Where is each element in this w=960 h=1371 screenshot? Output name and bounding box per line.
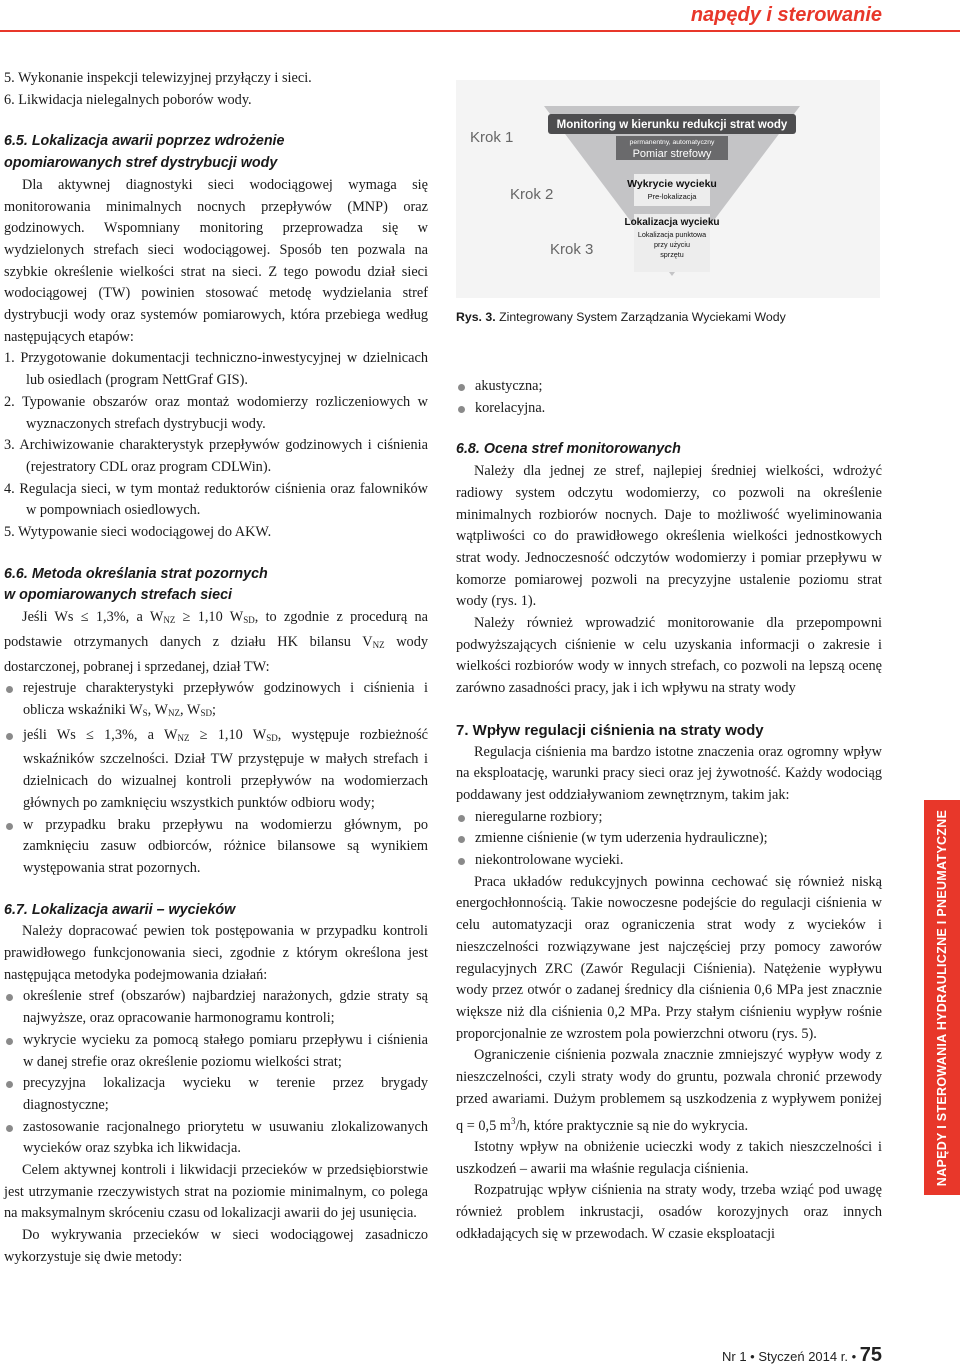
paragraph: Jeśli Ws ≤ 1,3%, a $W_{NZ} \ge 1,10$ $W_{SD}$, to zgodnie z procedurą na podstawie otrzymanych danych z działu HK bilansu $V_{NZ}$ wody dostarczonej, pobranej i sprzedanej, dział TW: [4, 609, 428, 675]
numbered-item: 5. Wytypowanie sieci wodociągowej do AKW. [4, 524, 272, 541]
bullet-item: akustyczna; [456, 376, 882, 398]
bullet-item: zastosowanie racjonalnego priorytetu w usuwaniu zlokalizowanych wycieków oraz szybka ich likwidacja. [4, 1117, 428, 1160]
bullet-item: wykrycie wycieku za pomocą stałego pomiaru przepływu i ciśnienia w danej strefie oraz określenie poziomu wielkości strat; [4, 1030, 428, 1073]
step-label: Krok 1 [470, 129, 514, 146]
paragraph: Praca układów redukcyjnych powinna cechować się również niską energochłonnością. Takie nowoczesne podejście do regulacji ciśnienia w celu automatyzacji oraz ograniczenia strat wody z wycieków i nieszczelności rozwiązywane jest najczęściej przy pomocy zaworów regulacyjnych ZRC (Zawór Regulacji Ciśnienia). Natężenie wypływu wody przez otwór o zadanej średnicy dla ciśnienia 0,6 MPa jest znacznie większe niż dla ciśnienia 0,2 MPa. Przy stałym ciśnieniu wypływ rośnie proporcjonalnie ze wzrostem pola powierzchni otworu (rys. 5). [456, 873, 882, 1042]
section-heading: opomiarowanych stref dystrybucji wody [4, 155, 278, 172]
section-heading: 6.7. Lokalizacja awarii – wycieków [4, 901, 236, 918]
section-heading: 6.6. Metoda określania strat pozornych [4, 565, 268, 582]
list-item: 6. Likwidacja nielegalnych poborów wody. [4, 91, 252, 108]
paragraph: Celem aktywnej kontroli i likwidacji przecieków w przedsiębiorstwie jest utrzymanie rzeczywistych strat na poziomie minimalnym, co polega na maksymalnym skróceniu czasu od lokalizacji awarii do jej usunięcia. [4, 1162, 428, 1222]
left-column [4, 68, 428, 1269]
issue-info: Nr 1 • Styczeń 2014 r. • [722, 1349, 857, 1364]
step-label: Krok 3 [550, 241, 594, 258]
page-footer [722, 1344, 882, 1367]
level-3-text: Lokalizacja wycieku [624, 217, 720, 228]
section-sidebar-tab [924, 800, 960, 1195]
paragraph: Należy również wprowadzić monitorowanie dla przepompowni podwyższających ciśnienie w celu uzyskania informacji o zakresie i wielkości rozbiorów wody w innych strefach, co pozwoli na lepszą ocenę zarówno zasadności pracy, jak i ich wpływu na straty wody [456, 615, 882, 697]
paragraph: Rozpatrując wpływ ciśnienia na straty wody, trzeba wziąć pod uwagę również problem inkrustacji, osadów korozyjnych oraz innych odkładających się w przewodach. W czasie eksploatacji [456, 1182, 882, 1242]
numbered-item: 4. Regulacja sieci, w tym montaż reduktorów ciśnienia oraz falowników w pompowniach osiedlowych. [4, 480, 428, 519]
section-heading: 6.5. Lokalizacja awarii poprzez wdrożenie [4, 133, 285, 150]
bullet-item: nieregularne rozbiory; [456, 807, 882, 829]
sidebar-label: NAPĘDY I STEROWANIA HYDRAULICZNE I PNEUMATYCZNE [935, 809, 949, 1186]
level-1-subtext: permanentny, automatyczny [629, 139, 715, 146]
numbered-item: 3. Archiwizowanie charakterystyk przepływów godzinowych i ciśnienia (rejestratory CDL oraz program CDLWin). [4, 437, 428, 475]
level-3-subtext: Lokalizacja punktowa [637, 230, 707, 239]
level-1-text: Pomiar strefowy [632, 148, 712, 160]
numbered-item: 2. Typowanie obszarów oraz montaż wodomierzy rozliczeniowych w wyznaczonych strefach dystrybucji wody. [4, 393, 428, 432]
list-item: 5. Wykonanie inspekcji telewizyjnej przyłączy i sieci. [4, 70, 312, 86]
level-3-subtext: sprzętu [660, 250, 684, 259]
section-heading: 6.8. Ocena stref monitorowanych [456, 441, 681, 458]
header-rule [0, 30, 960, 32]
level-3-subtext: przy użyciu [654, 240, 690, 249]
bullet-item: w przypadku braku przepływu na wodomierzu głównym, po zamknięciu zasuw odbiorców, różnice bilansowe są wynikiem występowania strat pozornych. [4, 815, 428, 880]
leak-management-figure [456, 80, 880, 298]
bullet-item: jeśli Ws ≤ 1,3%, a $W_{NZ} \ge 1,10$ $W_{SD}$, występuje rozbieżność wskaźników szczelności. Dział TW przystępuje w małych strefach i dzielnicach do wizualnej kontroli przepływów na wodomierzach głównych po zamknięciu wszystkich punktów odbioru wody; [4, 725, 428, 815]
figure-caption: Rys. 3. Zintegrowany System Zarządzania Wyciekami Wody [456, 310, 786, 324]
bullet-item: rejestruje charakterystyki przepływów godzinowych i ciśnienia i oblicza wskaźniki $W_S$, $W_{NZ}$, $W_{SD}$; [4, 678, 428, 724]
paragraph: Należy dla jednej ze stref, najlepiej średniej wielkości, wdrożyć radiowy system odczytu wodomierzy, co pozwoli na określenie minimalnych rozbiorów nocnych. Daje to możliwość wyeliminowania wątpliwości co do prawidłowego określenia wielkości jednostkowych strat wody. Jednoczesność odczytów wodomierzy i pomiar przepływu w komorze pomiarowej pozwoli na precyzyjne ustalenie poziomu strat wody (rys. 1). [456, 463, 882, 610]
level-2-text: Wykrycie wycieku [627, 178, 717, 190]
numbered-item: 1. Przygotowanie dokumentacji techniczno-inwestycyjnej w dzielnicach lub osiedlach (program NettGraf GIS). [4, 350, 428, 389]
section-heading: 7. Wpływ regulacji ciśnienia na straty wody [456, 721, 764, 739]
paragraph: Regulacja ciśnienia ma bardzo istotne znaczenia oraz ogromny wpływ na eksploatację, warunki pracy sieci oraz jej żywotność. Każdy wodociąg poddawany jest oddziaływaniom zewnętrznym, takim jak: [456, 743, 882, 803]
bullet-item: precyzyjna lokalizacja wycieku w terenie przez brygady diagnostyczne; [4, 1073, 428, 1116]
page-number: 75 [859, 1344, 882, 1366]
right-column [456, 376, 882, 1245]
bullet-item: określenie stref (obszarów) najbardziej narażonych, gdzie straty są najwyższe, oraz opracowanie harmonogramu kontroli; [4, 986, 428, 1029]
paragraph: Należy dopracować pewien tok postępowania w przypadku kontroli prawidłowego funkcjonowania sieci, zgodnie z którym określona jest następująca metodyka podejmowania działań: [4, 923, 428, 983]
bullet-item: zmienne ciśnienie (w tym uderzenia hydrauliczne); [456, 828, 882, 850]
section-heading: w opomiarowanych strefach sieci [4, 587, 233, 604]
bullet-item: niekontrolowane wycieki. [456, 850, 882, 872]
section-title: napędy i sterowanie [690, 4, 882, 26]
bullet-item: korelacyjna. [456, 398, 882, 420]
step-label: Krok 2 [510, 186, 554, 203]
paragraph: Dla aktywnej diagnostyki sieci wodociągowej wymaga się monitorowania minimalnych nocnych przepływów (MNP) oraz godzinowych. Wspomniany monitoring przeprowadza się w wydzielonych strefach sieci wodociągowej. Sposób ten pozwala na szybkie określenie wielkości strat na sieci. Z tego powodu dział sieci wodociągowej (TW) powinien stosować metodę wydzielania stref dystrybucji wody oraz systemów pomiarowych, która przebiega według następujących etapów: [4, 176, 428, 345]
level-2-subtext: Pre-lokalizacja [647, 192, 697, 201]
banner-text: Monitoring w kierunku redukcji strat wody [556, 119, 788, 131]
paragraph: Istotny wpływ na obniżenie ucieczki wody z takich nieszczelności i uszkodzeń – awarii ma właśnie regulacja ciśnienia. [456, 1138, 882, 1177]
paragraph: Do wykrywania przecieków w sieci wodociągowej zasadniczo wykorzystuje się dwie metody: [4, 1227, 428, 1265]
paragraph: Ograniczenie ciśnienia pozwala znacznie zmniejszyć wypływ wody z nieszczelności, czyli straty wody do gruntu, pozwala chronić przewody przed awariami. Dużym problemem są uszkodzenia z wypływem poniżej q = 0,5 $m^3/h$, które praktycznie są nie do wykrycia. [456, 1047, 882, 1134]
